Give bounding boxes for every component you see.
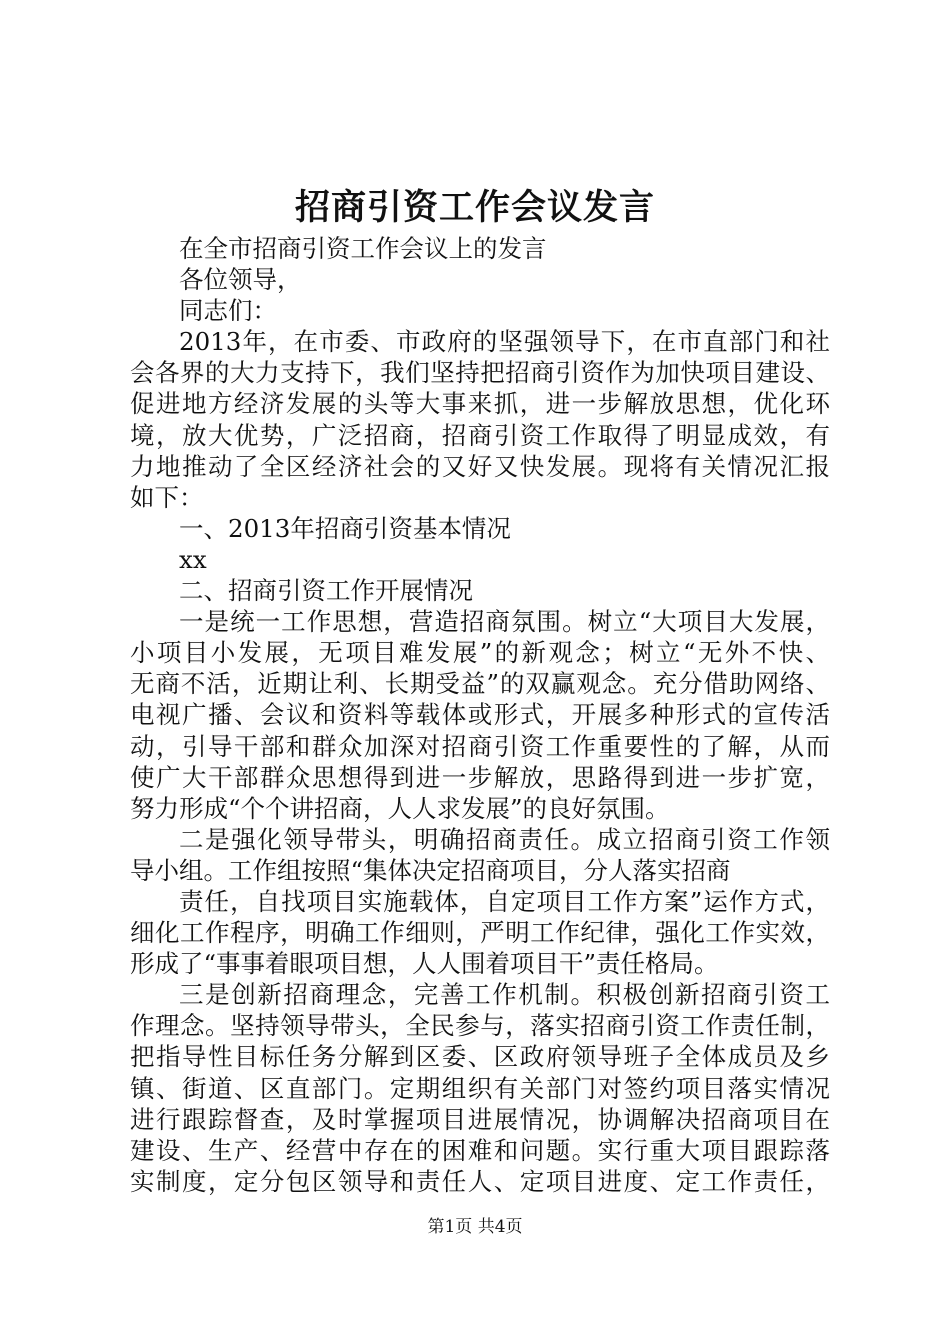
section-heading-2: 二、招商引资工作开展情况: [179, 576, 473, 606]
paragraph-line: 一是统一工作思想，营造招商氛围。树立“大项目大发展，: [179, 607, 830, 637]
paragraph-line: 无商不活，近期让利、长期受益”的双赢观念。充分借助网络、: [130, 669, 830, 699]
paragraph-line: 力地推动了全区经济社会的又好又快发展。现将有关情况汇报: [130, 451, 830, 481]
paragraph-line: 细化工作程序，明确工作细则，严明工作纪律，强化工作实效，: [130, 918, 830, 948]
paragraph-line: 实制度，定分包区领导和责任人、定项目进度、定工作责任，: [130, 1166, 830, 1196]
paragraph-line: 镇、街道、区直部门。定期组织有关部门对签约项目落实情况: [130, 1073, 830, 1103]
paragraph-line: 形成了“事事着眼项目想，人人围着项目干”责任格局。: [130, 949, 719, 979]
paragraph-line: 建设、生产、经营中存在的困难和问题。实行重大项目跟踪落: [130, 1135, 830, 1165]
section-heading-1: 一、2013年招商引资基本情况: [179, 513, 511, 543]
paragraph-line: 进行跟踪督查，及时掌握项目进展情况，协调解决招商项目在: [130, 1104, 830, 1134]
speech-heading: 在全市招商引资工作会议上的发言: [179, 234, 547, 263]
paragraph-line: 小项目小发展，无项目难发展”的新观念；树立“无外不快、: [130, 638, 830, 668]
paragraph-line: 境，放大优势，广泛招商，招商引资工作取得了明显成效，有: [130, 420, 830, 450]
paragraph-line: 三是创新招商理念，完善工作机制。积极创新招商引资工: [179, 980, 830, 1010]
paragraph-line: 导小组。工作组按照“集体决定招商项目，分人落实招商: [130, 855, 731, 885]
placeholder-text: xx: [179, 544, 207, 574]
document-title: 招商引资工作会议发言: [294, 187, 655, 228]
page-number-footer: 第1页 共4页: [427, 1217, 523, 1237]
document-body: [130, 233, 830, 1197]
paragraph-line: 努力形成“个个讲招商，人人求发展”的良好氛围。: [130, 793, 670, 823]
paragraph-line: 如下：: [130, 482, 204, 512]
paragraph-line: 促进地方经济发展的头等大事来抓，进一步解放思想，优化环: [130, 389, 830, 419]
salutation-comrades: 同志们：: [179, 296, 277, 326]
paragraph-line: 电视广播、会议和资料等载体或形式，开展多种形式的宣传活: [130, 700, 830, 730]
paragraph-line: 责任，自找项目实施载体，自定项目工作方案”运作方式，: [179, 886, 830, 916]
paragraph-line: 作理念。坚持领导带头，全民参与，落实招商引资工作责任制，: [130, 1011, 830, 1041]
paragraph-line: 2013年，在市委、市政府的坚强领导下，在市直部门和社: [179, 327, 830, 357]
paragraph-line: 把指导性目标任务分解到区委、区政府领导班子全体成员及乡: [130, 1042, 830, 1072]
paragraph-line: 二是强化领导带头，明确招商责任。成立招商引资工作领: [179, 824, 830, 854]
paragraph-line: 会各界的大力支持下，我们坚持把招商引资作为加快项目建设、: [130, 358, 830, 388]
paragraph-line: 使广大干部群众思想得到进一步解放，思路得到进一步扩宽，: [130, 762, 830, 792]
paragraph-line: 动，引导干部和群众加深对招商引资工作重要性的了解，从而: [130, 731, 830, 761]
salutation-leaders: 各位领导，: [179, 265, 302, 295]
